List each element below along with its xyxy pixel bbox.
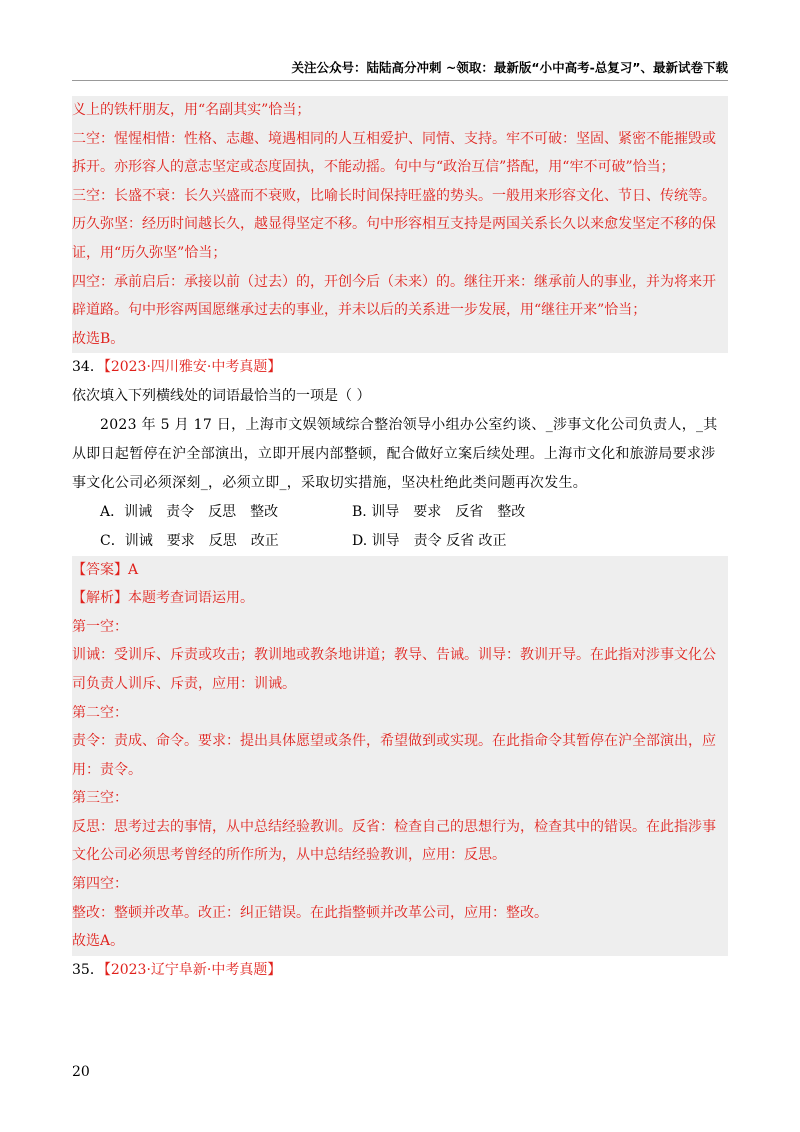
question-34-stem: 依次填入下列横线处的词语最恰当的一项是（ ）	[72, 387, 371, 404]
question-number: 35．	[72, 961, 104, 978]
analysis-line: 用：责令。	[72, 761, 142, 778]
analysis-line: 反思：思考过去的事情，从中总结经验教训。反省：检查自己的思想行为，检查其中的错误。在此指涉事	[72, 818, 716, 835]
analysis-line: 第一空：	[72, 618, 128, 635]
option-d: D. 训导 责令 反省 改正	[352, 532, 507, 549]
page-header: 关注公众号：陆陆高分冲刺 ~领取：最新版“小中高考-总复习”、最新试卷下载	[291, 60, 728, 75]
analysis-box-q33	[72, 96, 728, 353]
option-a: A．训诫 责令 反思 整改	[100, 503, 279, 520]
question-number: 34．	[72, 359, 104, 376]
analysis-line: 四空：承前启后：承接以前（过去）的，开创今后（未来）的。继往开来：继承前人的事业，并为将来开	[72, 273, 716, 290]
question-34-passage: 2023 年 5 月 17 日，上海市文娱领域综合整治领导小组办公室约谈、_涉事文化公司负责人，_其从即日起暂停在沪全部演出，立即开展内部整顿，配合做好立案后续处理。上海市文化和旅游局要求涉事文化公司必须深刻_，必须立即_，采取切实措施，坚决杜绝此类问题再次发生。	[72, 416, 718, 491]
analysis-line: 拆开。亦形容人的意志坚定或态度固执，不能动摇。句中与“政治互信”搭配，用“牢不可破”恰当；	[72, 159, 675, 176]
conclusion-line: 故选B。	[72, 330, 125, 347]
analysis-line: 第三空：	[72, 790, 128, 807]
page-content	[72, 96, 728, 984]
question-35-heading	[72, 956, 728, 985]
analysis-line: 历久弥坚：经历时间越长久，越显得坚定不移。句中形容相互支持是两国关系长久以来愈发坚定不移的保	[72, 216, 716, 233]
analysis-line: 二空：惺惺相惜：性格、志趣、境遇相同的人互相爱护、同情、支持。牢不可破：坚固、紧密不能摧毁或	[72, 130, 716, 147]
analysis-line: 义上的铁杆朋友，用“名副其实”恰当；	[72, 102, 311, 118]
question-34-heading	[72, 353, 728, 382]
conclusion-line: 故选A。	[72, 933, 125, 950]
option-b: B. 训导 要求 反省 整改	[352, 503, 526, 520]
option-c: C．训诫 要求 反思 改正	[100, 532, 279, 549]
analysis-line: 第四空：	[72, 876, 128, 893]
question-source: 【2023·四川雅安·中考真题】	[103, 359, 282, 376]
analysis-line: 整改：整顿并改革。改正：纠正错误。在此指整顿并改革公司，应用：整改。	[72, 904, 548, 921]
analysis-intro: 【解析】本题考查词语运用。	[72, 590, 254, 607]
analysis-line: 证，用“历久弥坚”恰当；	[72, 244, 227, 261]
question-34-options	[100, 498, 728, 556]
analysis-line: 辟道路。句中形容两国愿继承过去的事业，并未以后的关系进一步发展，用“继往开来”恰当；	[72, 302, 647, 319]
analysis-line: 第二空：	[72, 704, 128, 721]
analysis-line: 司负责人训斥、斥责，应用：训诫。	[72, 675, 296, 692]
analysis-line: 三空：长盛不衰：长久兴盛而不衰败，比喻长时间保持旺盛的势头。一般用来形容文化、节日、传统等。	[72, 187, 716, 204]
answer-line: 【答案】A	[72, 561, 139, 578]
page-number: 20	[72, 1064, 90, 1080]
analysis-line: 责令：责成、命令。要求：提出具体愿望或条件，希望做到或实现。在此指命令其暂停在沪全部演出，应	[72, 733, 716, 750]
header-divider	[72, 80, 728, 81]
analysis-line: 文化公司必须思考曾经的所作所为，从中总结经验教训，应用：反思。	[72, 847, 506, 864]
analysis-line: 训诫：受训斥、斥责或攻击；教训地或教条地讲道；教导、告诫。训导：教训开导。在此指对涉事文化公	[72, 647, 716, 664]
question-source: 【2023·辽宁阜新·中考真题】	[103, 961, 282, 978]
analysis-box-q34	[72, 556, 728, 956]
